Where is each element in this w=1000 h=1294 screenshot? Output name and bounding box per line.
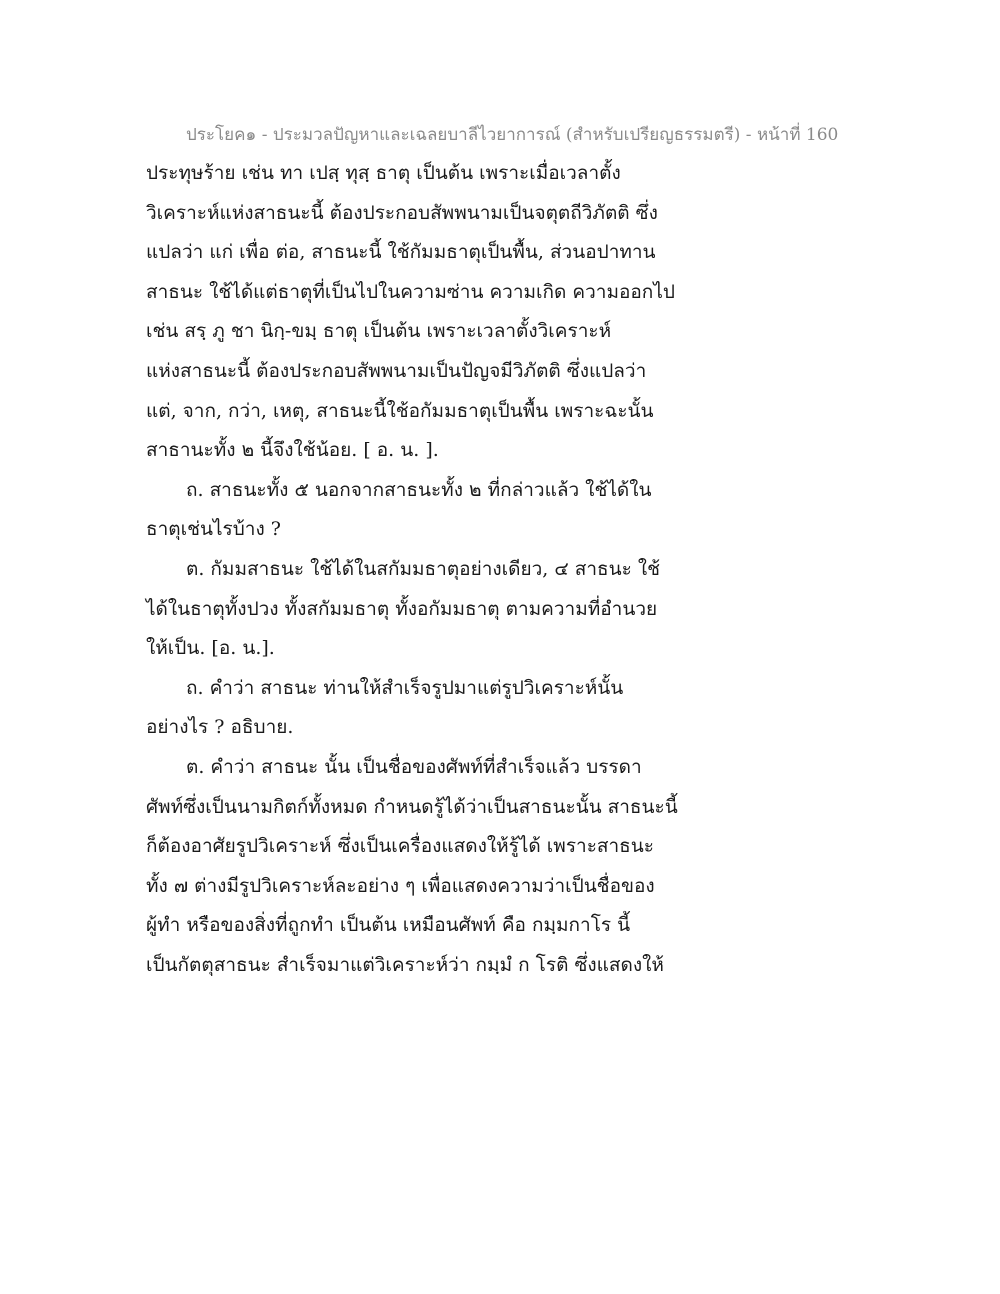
text-line: ประทุษร้าย เช่น ทา เปสฺ ทุสฺ ธาตุ เป็นต้น เพราะเมื่อเวลาตั้ง [146, 162, 621, 184]
text-line: แต่, จาก, กว่า, เหตุ, สาธนะนี้ใช้อกัมมธาตุเป็นพื้น เพราะฉะนั้น [146, 399, 654, 422]
question-line: ถ. คำว่า สาธนะ ท่านให้สำเร็จรูปมาแต่รูปวิเคราะห์นั้น [186, 676, 624, 699]
text-line: ได้ในธาตุทั้งปวง ทั้งสกัมมธาตุ ทั้งอกัมมธาตุ ตามความที่อำนวย [146, 597, 658, 620]
answer-line: ต. คำว่า สาธนะ นั้น เป็นชื่อของศัพท์ที่สำเร็จแล้ว บรรดา [186, 755, 642, 778]
answer-line: ต. กัมมสาธนะ ใช้ได้ในสกัมมธาตุอย่างเดียว, ๔ สาธนะ ใช้ [186, 557, 661, 580]
text-line: อย่างไร ? อธิบาย. [146, 716, 294, 739]
body-text [146, 154, 866, 985]
text-line: ศัพท์ซึ่งเป็นนามกิตก์ทั้งหมด กำหนดรู้ได้ว่าเป็นสาธนะนั้น สาธนะนี้ [146, 795, 678, 818]
text-line: เป็นกัตตุสาธนะ สำเร็จมาแต่วิเคราะห์ว่า กมฺมํ ก โรติ ซึ่งแสดงให้ [146, 953, 664, 976]
text-line: ให้เป็น. [อ. น.]. [146, 637, 275, 660]
text-line: ธาตุเช่นไรบ้าง ? [146, 518, 281, 541]
text-line: แปลว่า แก่ เพื่อ ต่อ, สาธนะนี้ ใช้กัมมธาตุเป็นพื้น, ส่วนอปาทาน [146, 241, 656, 264]
text-line: ก็ต้องอาศัยรูปวิเคราะห์ ซึ่งเป็นเครื่องแสดงให้รู้ได้ เพราะสาธนะ [146, 835, 654, 858]
text-line: เช่น สรฺ ภู ชา นิกฺ-ขมฺ ธาตุ เป็นต้น เพราะเวลาตั้งวิเคราะห์ [146, 320, 612, 343]
text-line: วิเคราะห์แห่งสาธนะนี้ ต้องประกอบสัพพนามเป็นจตุตถีวิภัตติ ซึ่ง [146, 201, 658, 224]
text-line: สาธนะ ใช้ได้แต่ธาตุที่เป็นไปในความซ่าน ความเกิด ความออกไป [146, 280, 675, 303]
text-line: สาธานะทั้ง ๒ นี้จึงใช้น้อย. [ อ. น. ]. [146, 439, 439, 462]
question-line: ถ. สาธนะทั้ง ๕ นอกจากสาธนะทั้ง ๒ ที่กล่าวแล้ว ใช้ได้ใน [186, 478, 652, 501]
running-header: ประโยค๑ - ประมวลปัญหาและเฉลยบาลีไวยาการณ์ (สำหรับเปรียญธรรมตรี) - หน้าที่ 160 [186, 125, 839, 145]
text-line: แห่งสาธนะนี้ ต้องประกอบสัพพนามเป็นปัญจมีวิภัตติ ซึ่งแปลว่า [146, 359, 647, 382]
text-line: ผู้ทำ หรือของสิ่งที่ถูกทำ เป็นต้น เหมือนศัพท์ คือ กมฺมกาโร นี้ [146, 914, 631, 937]
text-line: ทั้ง ๗ ต่างมีรูปวิเคราะห์ละอย่าง ๆ เพื่อแสดงความว่าเป็นชื่อของ [146, 874, 655, 897]
